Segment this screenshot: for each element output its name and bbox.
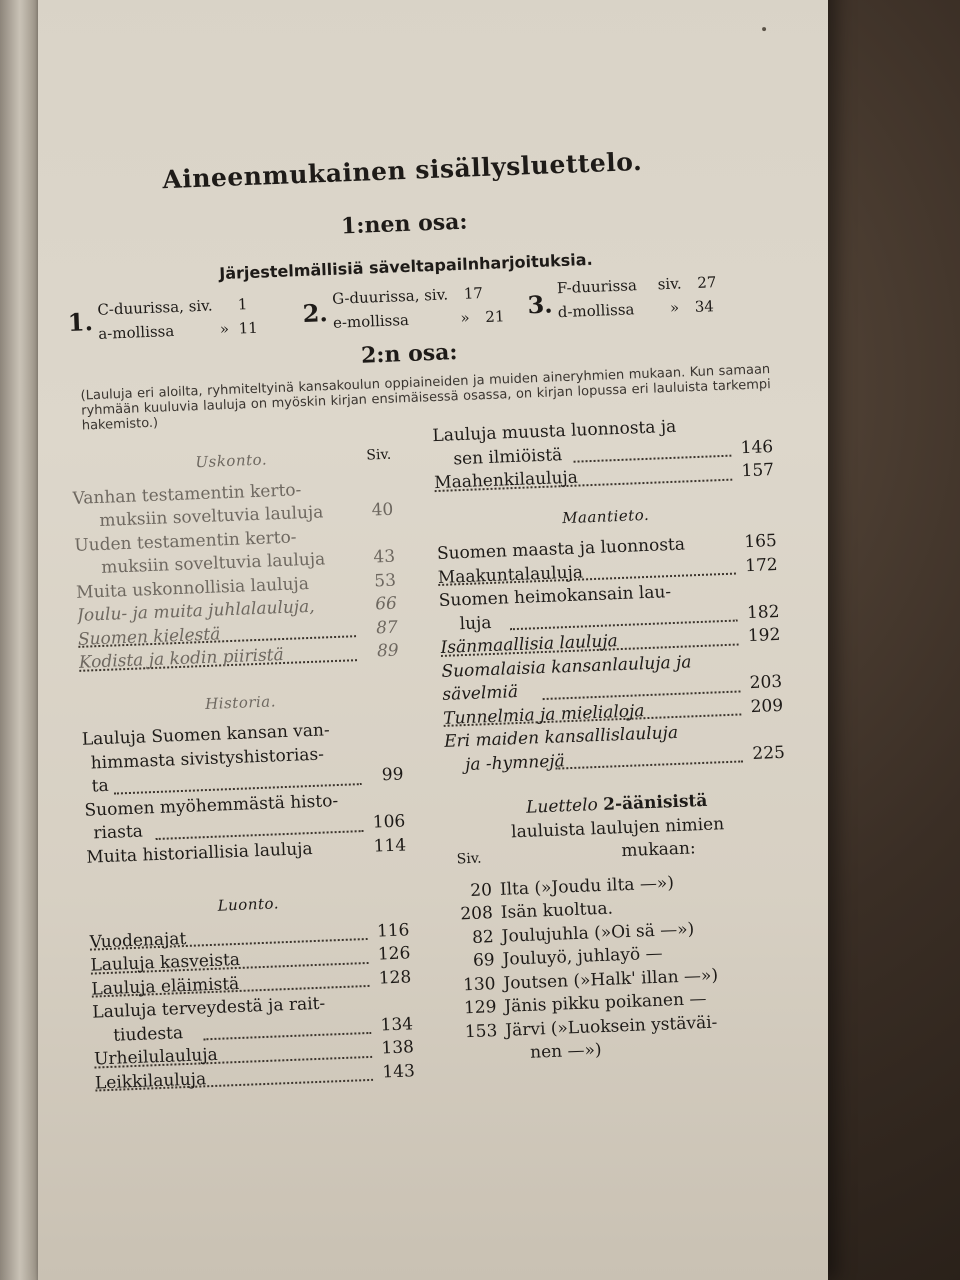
part2-heading: 2:n osa: <box>360 339 459 369</box>
section-heading-historia: Historia. <box>204 691 277 713</box>
two-part-song-list <box>450 867 797 1068</box>
toc-entry: Suomalaisia kansanlauluja ja sävelmiä 203 <box>441 651 783 705</box>
page-number: 106 <box>372 811 406 833</box>
page-number: 99 <box>381 764 404 786</box>
list2-heading-line3: Siv. mukaan: <box>448 834 789 871</box>
page-number: 43 <box>373 546 396 568</box>
list-item: 153 Järvi (»Luoksein ystäväi- <box>464 1012 718 1042</box>
page-number: 157 <box>741 460 775 482</box>
toc-entry: Lauluja eläimistä 128 <box>91 966 412 1000</box>
section-heading-maantieto: Maantieto. <box>561 505 650 527</box>
page-number: 143 <box>382 1060 416 1082</box>
key-major: C-duurissa, siv. 1 <box>97 295 248 319</box>
toc-entry: Suomen myöhemmästä histo- riasta 106 <box>84 790 406 844</box>
page-number: 192 <box>747 624 781 647</box>
page-number: 225 <box>752 742 786 764</box>
key-group-2 <box>302 276 534 345</box>
page-number: 89 <box>376 640 400 662</box>
section-heading-uskonto: Uskonto. <box>195 450 268 472</box>
page-number: 116 <box>376 919 410 942</box>
part2-note: (Lauluja eri aloilta, ryhmiteltyinä kansakoulun oppiaineiden ja muiden aineryhmien mukaan. Kun samaan ryhmään kuuluvia lauluja on myöskin kirjan ensimäisessä osassa, on kirjan lopussa eri lauluista tarkempi hakemisto.) <box>80 362 772 434</box>
page-number: 172 <box>744 554 779 576</box>
key-major: G-duurissa, siv. 17 <box>331 284 484 308</box>
page-number: 53 <box>373 570 397 591</box>
page-number: 128 <box>378 966 412 989</box>
page-number: 40 <box>371 499 394 521</box>
toc-entry: Kodista ja kodin piiristä 89 <box>78 640 400 673</box>
page-number: 146 <box>740 436 774 458</box>
page-number: 87 <box>375 617 399 638</box>
toc-entry: Tunnelmia ja mielialoja 209 <box>442 695 784 729</box>
list-item: 129 Jänis pikku poikanen — <box>463 989 707 1019</box>
toc-entry: Uuden testamentin kerto- muksiin soveltuvia lauluja 43 <box>74 526 396 578</box>
page-content <box>15 0 854 1280</box>
key-minor: a-mollissa » 11 <box>97 318 259 343</box>
page-number: 126 <box>377 943 411 965</box>
toc-entry: Lauluja muusta luonnosta ja sen ilmiöistä 146 <box>432 416 774 469</box>
list2-heading-line2: lauluista laulujen nimien <box>510 813 725 842</box>
toc-entry: Suomen maasta ja luonnosta 165 <box>436 530 778 565</box>
toc-entry: Lauluja kasveista 126 <box>90 943 411 976</box>
page-number: 203 <box>749 671 783 694</box>
toc-entry: Muita uskonnollisia lauluja 53 <box>75 570 397 603</box>
book-page <box>38 0 828 1280</box>
toc-entry: Maahenkilauluja 157 <box>433 460 775 494</box>
part1-heading: 1:nen osa: <box>340 208 469 240</box>
page-number: 134 <box>380 1013 414 1036</box>
toc-entry: Lauluja terveydestä ja rait- tiudesta 134 <box>91 993 414 1046</box>
page-number: 138 <box>381 1037 415 1059</box>
toc-entry: Isänmaallisia lauluja 192 <box>440 624 781 658</box>
key-number: 2. <box>302 298 329 328</box>
list-item: 82 Joulujuhla (»Oi sä —») <box>471 918 695 948</box>
key-minor: e-mollissa » 21 <box>332 307 505 332</box>
left-column <box>71 444 415 1096</box>
list-item: 69 Jouluyö, juhlayö — <box>472 943 663 971</box>
page-number: 209 <box>750 695 784 717</box>
key-number: 1. <box>67 307 94 338</box>
siv-label: Siv. <box>366 446 392 464</box>
key-minor: d-mollissa » 34 <box>557 297 715 322</box>
toc-entry: Vanhan testamentin kerto- muksiin soveltuvia lauluja 40 <box>72 479 394 531</box>
page-number: 114 <box>373 834 407 857</box>
siv-label: Siv. <box>456 850 482 868</box>
toc-entry: Eri maiden kansallislauluja ja -hymnejä 225 <box>443 722 786 775</box>
toc-entry: Urheilulauluja 138 <box>93 1037 415 1070</box>
toc-entry: Suomen heimokansain lau- luja 182 <box>438 582 780 634</box>
part1-subtitle: Järjestelmällisiä säveltapailnharjoituksia. <box>218 249 593 284</box>
toc-entry: Lauluja Suomen kansan van- himmasta sivistyshistorias- ta 99 <box>81 720 404 797</box>
toc-entry: Suomen kielestä 87 <box>77 617 399 650</box>
toc-entry: Joulu- ja muita juhlalauluja, 66 <box>76 593 398 626</box>
list-item: nen —») <box>529 1040 602 1063</box>
page-number: 66 <box>374 593 398 615</box>
key-group-1 <box>67 285 299 354</box>
right-column <box>432 412 796 1068</box>
toc-entry: Leikkilauluja 143 <box>94 1060 416 1094</box>
list2-heading: Luettelo 2-äänisistä <box>525 790 708 818</box>
page-number: 182 <box>746 601 780 623</box>
toc-entry: Maakuntalauluja 172 <box>437 554 779 588</box>
key-group-3 <box>526 267 768 336</box>
section-heading-luonto: Luonto. <box>217 894 280 915</box>
key-major: F-duurissa siv. 27 <box>556 273 717 298</box>
list-item: 130 Joutsen (»Halk' illan —») <box>462 965 719 995</box>
toc-entry: Muita historiallisia lauluja 114 <box>85 834 407 868</box>
list-item: 208 Isän kuoltua. <box>460 898 614 925</box>
pencil-mark <box>762 27 766 31</box>
key-number: 3. <box>526 289 554 320</box>
page-number: 165 <box>743 530 778 553</box>
toc-entry: Vuodenajat 116 <box>89 919 410 953</box>
list-item: 20 Ilta (»Joudu ilta —») <box>469 872 675 901</box>
page-title: Aineenmukainen sisällysluettelo. <box>161 146 643 195</box>
